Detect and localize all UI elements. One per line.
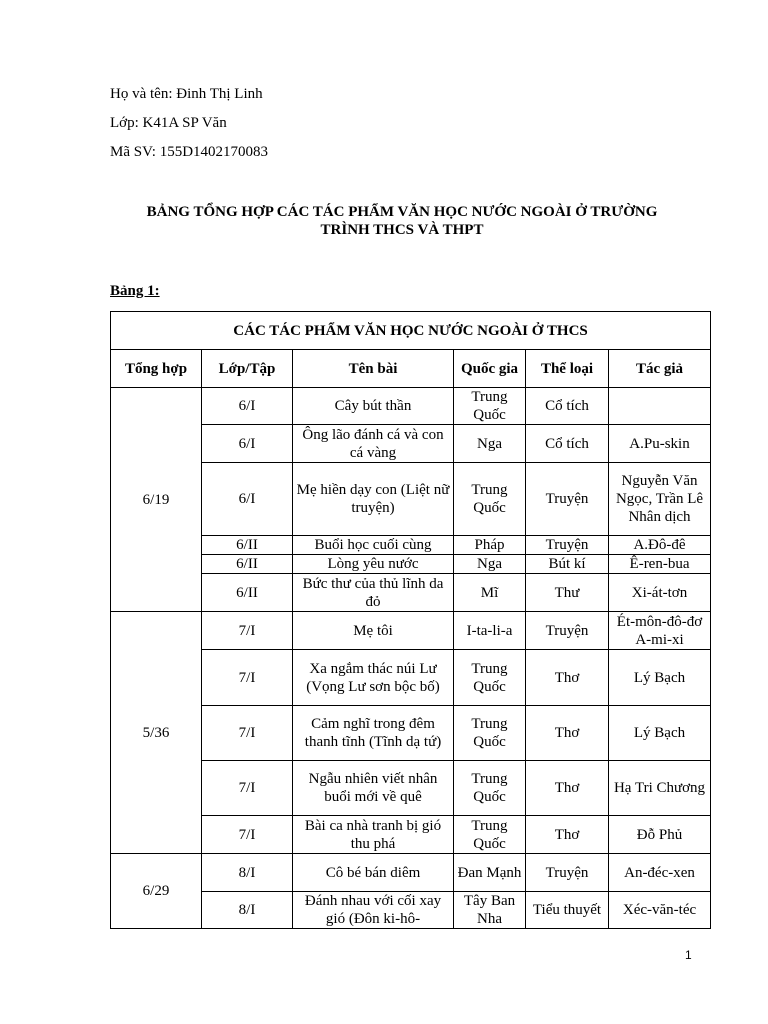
cell-grade: 6/II: [202, 555, 293, 574]
cell-title: Buổi học cuối cùng: [293, 536, 454, 555]
cell-country: Nga: [454, 555, 526, 574]
cell-country: Pháp: [454, 536, 526, 555]
cell-genre: Cổ tích: [526, 388, 609, 425]
header-country: Quốc gia: [454, 350, 526, 388]
heading-line-2: TRÌNH THCS VÀ THPT: [320, 222, 484, 238]
cell-genre: Cổ tích: [526, 425, 609, 463]
cell-grade: 8/I: [202, 892, 293, 929]
cell-grade: 7/I: [202, 706, 293, 761]
cell-title: Cảm nghĩ trong đêm thanh tĩnh (Tĩnh dạ tứ): [293, 706, 454, 761]
cell-title: Cây bút thần: [293, 388, 454, 425]
cell-author: Nguyễn Văn Ngọc, Trần Lê Nhân dịch: [609, 463, 711, 536]
table-row: [111, 388, 711, 425]
cell-grade: 6/I: [202, 388, 293, 425]
table-row: [111, 854, 711, 892]
cell-author: Xéc-văn-téc: [609, 892, 711, 929]
cell-genre: Bút kí: [526, 555, 609, 574]
cell-genre: Truyện: [526, 854, 609, 892]
cell-author: Lý Bạch: [609, 706, 711, 761]
cell-genre: Truyện: [526, 536, 609, 555]
cell-grade: 6/II: [202, 536, 293, 555]
cell-grade: 6/I: [202, 425, 293, 463]
cell-grade: 7/I: [202, 650, 293, 706]
cell-author: A.Đô-đê: [609, 536, 711, 555]
cell-genre: Truyện: [526, 463, 609, 536]
cell-genre: Thơ: [526, 706, 609, 761]
student-class: Lớp: K41A SP Văn: [110, 115, 227, 131]
header-row: [111, 350, 711, 388]
cell-genre: Thơ: [526, 816, 609, 854]
cell-title: Lòng yêu nước: [293, 555, 454, 574]
cell-country: Trung Quốc: [454, 706, 526, 761]
cell-title: Bức thư của thủ lĩnh da đỏ: [293, 574, 454, 612]
cell-title: Đánh nhau với cối xay gió (Đôn ki-hô-: [293, 892, 454, 929]
cell-grade: 7/I: [202, 816, 293, 854]
cell-title: Ngẫu nhiên viết nhân buổi mới về quê: [293, 761, 454, 816]
cell-genre: Thơ: [526, 761, 609, 816]
header-grade: Lớp/Tập: [202, 350, 293, 388]
cell-author: Đỗ Phủ: [609, 816, 711, 854]
table-caption: Bảng 1:: [110, 283, 160, 299]
cell-author: Hạ Tri Chương: [609, 761, 711, 816]
table-row: [111, 612, 711, 650]
header-author: Tác giả: [609, 350, 711, 388]
header-genre: Thể loại: [526, 350, 609, 388]
cell-title: Ông lão đánh cá và con cá vàng: [293, 425, 454, 463]
works-table: [110, 311, 711, 929]
table-title: CÁC TÁC PHẨM VĂN HỌC NƯỚC NGOÀI Ở THCS: [111, 312, 711, 350]
cell-title: Mẹ hiền dạy con (Liệt nữ truyện): [293, 463, 454, 536]
cell-genre: Thơ: [526, 650, 609, 706]
group-summary-8: 6/29: [111, 854, 202, 929]
cell-author: Lý Bạch: [609, 650, 711, 706]
cell-country: Trung Quốc: [454, 463, 526, 536]
cell-title: Xa ngắm thác núi Lư (Vọng Lư sơn bộc bố): [293, 650, 454, 706]
group-summary-7: 5/36: [111, 612, 202, 854]
cell-grade: 7/I: [202, 761, 293, 816]
cell-author: Ét-môn-đô-đơ A-mi-xi: [609, 612, 711, 650]
cell-country: Đan Mạnh: [454, 854, 526, 892]
cell-country: Mĩ: [454, 574, 526, 612]
document-heading: [100, 203, 704, 239]
cell-country: Trung Quốc: [454, 761, 526, 816]
cell-author: [609, 388, 711, 425]
cell-genre: Tiểu thuyết: [526, 892, 609, 929]
cell-country: Trung Quốc: [454, 388, 526, 425]
cell-title: Bài ca nhà tranh bị gió thu phá: [293, 816, 454, 854]
header-summary: Tổng hợp: [111, 350, 202, 388]
student-name: Họ và tên: Đinh Thị Linh: [110, 86, 263, 102]
cell-country: Nga: [454, 425, 526, 463]
cell-genre: Thư: [526, 574, 609, 612]
header-title: Tên bài: [293, 350, 454, 388]
cell-author: A.Pu-skin: [609, 425, 711, 463]
cell-author: Xi-át-tơn: [609, 574, 711, 612]
cell-title: Cô bé bán diêm: [293, 854, 454, 892]
cell-grade: 7/I: [202, 612, 293, 650]
cell-grade: 8/I: [202, 854, 293, 892]
cell-country: I-ta-li-a: [454, 612, 526, 650]
cell-author: An-đéc-xen: [609, 854, 711, 892]
student-id: Mã SV: 155D1402170083: [110, 144, 269, 160]
cell-country: Tây Ban Nha: [454, 892, 526, 929]
cell-country: Trung Quốc: [454, 816, 526, 854]
cell-grade: 6/I: [202, 463, 293, 536]
heading-line-1: BẢNG TỔNG HỢP CÁC TÁC PHẨM VĂN HỌC NƯỚC NGOÀI Ở TRƯỜNG: [146, 204, 658, 220]
cell-country: Trung Quốc: [454, 650, 526, 706]
page-number: 1: [685, 948, 692, 962]
cell-genre: Truyện: [526, 612, 609, 650]
cell-grade: 6/II: [202, 574, 293, 612]
cell-title: Mẹ tôi: [293, 612, 454, 650]
cell-author: Ê-ren-bua: [609, 555, 711, 574]
group-summary-6: 6/19: [111, 388, 202, 612]
